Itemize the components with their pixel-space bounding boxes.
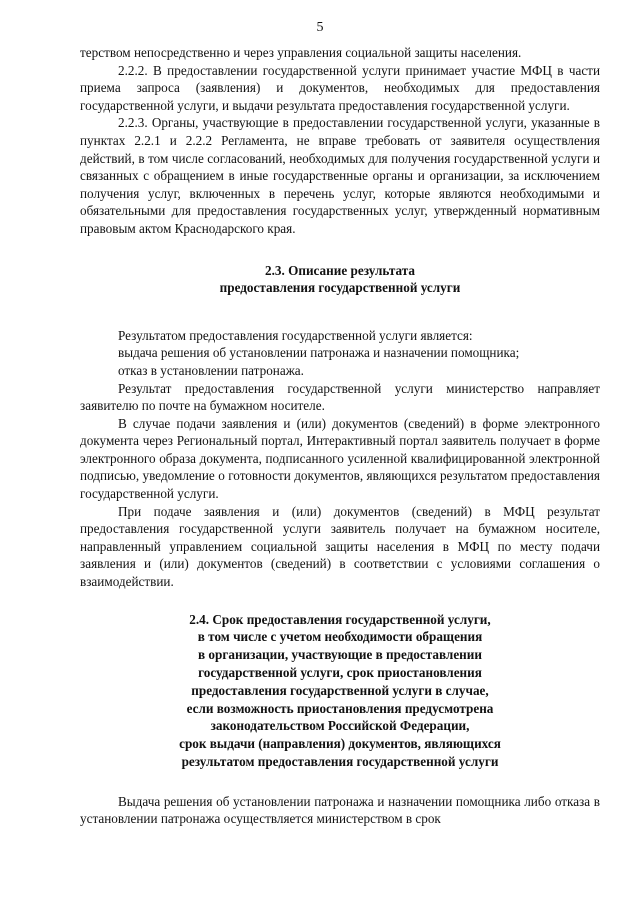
paragraph-result-electronic: В случае подачи заявления и (или) документов (сведений) в форме электронного документа через Региональный портал, Интерактивный портал заявитель получает в форме электронного образа документа, подписанного усиленной квалифицированной электронной подписью, уведомление о готовности документов, являющихся результатом предоставления государственной услуги. [80,415,600,502]
paragraph-intro: терством непосредственно и через управления социальной защиты населения. [80,45,522,60]
heading-line: если возможность приостановления предусмотрена [186,700,494,716]
paragraph-2-2-3: 2.2.3. Органы, участвующие в предоставлении государственной услуги, указанные в пунктах 2.2.1 и 2.2.2 Регламента, не вправе требовать от заявителя осуществления действий, в том числе согласований, необходимых для получения государственной услуги и связанных с обращением в иные государственные органы и организации, за исключением получения услуг, включенных в перечень услуг, которые являются необходимыми и обязательными для предоставления государственных услуг, утвержденный нормативным правовым актом Краснодарского края. [80,115,600,236]
heading-line: государственной услуги, срок приостановления [198,665,482,681]
paragraph-result-mfc: При подаче заявления и (или) документов (сведений) в МФЦ результат предоставления государственной услуги заявитель получает на бумажном носителе, направленный управлением социальной защиты населения в МФЦ по месту подачи заявления и (или) документов (сведений) в соответствии с условиями соглашения о взаимодействии. [80,503,600,590]
paragraph-result: Результатом предоставления государственной услуги является: [118,327,473,343]
heading-line: в организации, участвующие в предоставлении [198,647,482,663]
heading-line: результатом предоставления государственной услуги [181,754,499,769]
paragraph-result-item-2: отказ в установлении патронажа. [118,362,304,378]
heading-line: 2.3. Описание результата [265,262,415,278]
paragraph-result-item-1: выдача решения об установлении патронажа и назначении помощника; [118,345,520,361]
heading-line: 2.4. Срок предоставления государственной услуги, [189,611,491,627]
paragraph-term: Выдача решения об установлении патронажа и назначении помощника либо отказа в установлении патронажа осуществляется министерством в срок [80,793,600,827]
heading-line: законодательством Российской Федерации, [210,718,470,734]
section-heading-2-3 [80,262,600,297]
heading-line: предоставления государственной услуги [219,280,461,296]
section-heading-2-4 [80,611,600,771]
page-number: 5 [316,20,324,35]
heading-line: в том числе с учетом необходимости обращения [197,629,483,645]
document-body [80,44,600,828]
paragraph-result-mail: Результат предоставления государственной услуги министерство направляет заявителю по почте на бумажном носителе. [80,380,600,414]
heading-line: предоставления государственной услуги в случае, [191,682,489,698]
paragraph-2-2-2: 2.2.2. В предоставлении государственной услуги принимает участие МФЦ в части приема запроса (заявления) и документов, необходимых для предоставления государственной услуги, и выдачи результата предоставления государственной услуги. [80,62,600,113]
heading-line: срок выдачи (направления) документов, являющихся [179,736,501,752]
